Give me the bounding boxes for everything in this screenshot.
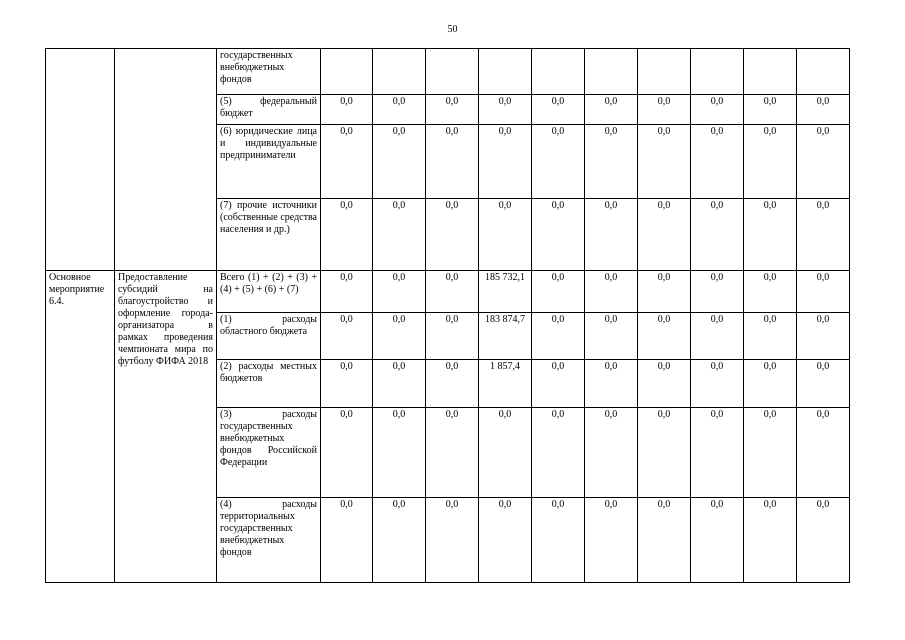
funding-source-cell: (7) прочие источники (собственные средства населения и др.) [217, 199, 321, 271]
value-cell: 0,0 [638, 199, 691, 271]
value-cell: 0,0 [585, 125, 638, 199]
value-cell: 0,0 [373, 408, 426, 498]
value-cell: 0,0 [638, 313, 691, 360]
value-cell: 0,0 [744, 360, 797, 408]
value-cell: 0,0 [321, 271, 373, 313]
table-row [46, 49, 850, 95]
value-cell: 0,0 [426, 313, 479, 360]
value-cell: 0,0 [321, 408, 373, 498]
page-number: 50 [447, 24, 458, 35]
value-cell: 0,0 [797, 408, 850, 498]
value-cell [321, 49, 373, 95]
value-cell: 1 857,4 [479, 360, 532, 408]
value-cell: 0,0 [426, 199, 479, 271]
value-cell: 0,0 [321, 498, 373, 583]
funding-source-cell: (4) расходы территориальных государственных внебюджетных фондов [217, 498, 321, 583]
value-cell: 0,0 [691, 271, 744, 313]
value-cell [373, 49, 426, 95]
value-cell [744, 49, 797, 95]
value-cell: 0,0 [479, 199, 532, 271]
value-cell: 0,0 [744, 95, 797, 125]
value-cell [797, 49, 850, 95]
value-cell: 0,0 [321, 95, 373, 125]
value-cell: 0,0 [797, 95, 850, 125]
description-cell-empty [115, 49, 217, 271]
value-cell: 0,0 [691, 313, 744, 360]
budget-table [45, 48, 850, 583]
value-cell: 0,0 [532, 271, 585, 313]
funding-source-cell: Всего (1) + (2) + (3) + (4) + (5) + (6) + (7) [217, 271, 321, 313]
value-cell: 0,0 [585, 360, 638, 408]
value-cell: 0,0 [321, 125, 373, 199]
value-cell: 0,0 [373, 313, 426, 360]
value-cell: 0,0 [426, 498, 479, 583]
value-cell: 0,0 [373, 271, 426, 313]
value-cell: 0,0 [426, 408, 479, 498]
value-cell: 0,0 [479, 498, 532, 583]
value-cell: 0,0 [744, 125, 797, 199]
value-cell: 183 874,7 [479, 313, 532, 360]
value-cell: 0,0 [426, 95, 479, 125]
value-cell: 0,0 [638, 271, 691, 313]
value-cell: 0,0 [585, 199, 638, 271]
value-cell: 0,0 [744, 313, 797, 360]
value-cell [532, 49, 585, 95]
value-cell: 0,0 [321, 313, 373, 360]
value-cell: 0,0 [638, 498, 691, 583]
value-cell: 0,0 [532, 408, 585, 498]
value-cell: 0,0 [638, 408, 691, 498]
value-cell: 0,0 [532, 199, 585, 271]
value-cell: 0,0 [638, 95, 691, 125]
value-cell: 0,0 [585, 271, 638, 313]
value-cell [479, 49, 532, 95]
value-cell: 0,0 [744, 498, 797, 583]
value-cell: 0,0 [585, 408, 638, 498]
value-cell: 0,0 [691, 360, 744, 408]
value-cell: 0,0 [691, 408, 744, 498]
value-cell: 0,0 [691, 125, 744, 199]
value-cell: 0,0 [479, 95, 532, 125]
value-cell [691, 49, 744, 95]
value-cell: 0,0 [744, 408, 797, 498]
value-cell: 0,0 [797, 498, 850, 583]
value-cell: 0,0 [638, 360, 691, 408]
value-cell [638, 49, 691, 95]
value-cell: 0,0 [373, 498, 426, 583]
value-cell: 0,0 [373, 199, 426, 271]
value-cell: 0,0 [585, 313, 638, 360]
value-cell: 0,0 [638, 125, 691, 199]
funding-source-cell: (2) расходы местных бюджетов [217, 360, 321, 408]
value-cell [585, 49, 638, 95]
value-cell: 0,0 [744, 199, 797, 271]
value-cell: 0,0 [691, 199, 744, 271]
value-cell: 0,0 [797, 125, 850, 199]
value-cell: 0,0 [321, 199, 373, 271]
event-category-cell: Основное мероприятие 6.4. [46, 271, 115, 583]
value-cell: 0,0 [797, 271, 850, 313]
value-cell: 0,0 [532, 360, 585, 408]
value-cell: 0,0 [479, 408, 532, 498]
category-cell-empty [46, 49, 115, 271]
value-cell: 0,0 [426, 360, 479, 408]
value-cell: 0,0 [426, 271, 479, 313]
value-cell: 0,0 [532, 125, 585, 199]
value-cell: 0,0 [532, 95, 585, 125]
value-cell: 0,0 [797, 199, 850, 271]
value-cell: 0,0 [691, 95, 744, 125]
funding-source-cell: (3) расходы государственных внебюджетных фондов Российской Федерации [217, 408, 321, 498]
value-cell: 185 732,1 [479, 271, 532, 313]
value-cell: 0,0 [797, 313, 850, 360]
value-cell: 0,0 [426, 125, 479, 199]
value-cell: 0,0 [585, 498, 638, 583]
funding-source-cell: (5) федеральный бюджет [217, 95, 321, 125]
value-cell: 0,0 [479, 125, 532, 199]
value-cell: 0,0 [691, 498, 744, 583]
value-cell: 0,0 [373, 95, 426, 125]
value-cell: 0,0 [321, 360, 373, 408]
value-cell [426, 49, 479, 95]
funding-source-cell: (6) юридические лица и индивидуальные предприниматели [217, 125, 321, 199]
funding-source-cell: (1) расходы областного бюджета [217, 313, 321, 360]
value-cell: 0,0 [744, 271, 797, 313]
table-row [46, 271, 850, 313]
value-cell: 0,0 [797, 360, 850, 408]
value-cell: 0,0 [373, 125, 426, 199]
funding-source-cell: государственных внебюджетных фондов [217, 49, 321, 95]
event-description-cell: Предоставление субсидий на благоустройство и оформление города-организатора в рамках проведения чемпионата мира по футболу ФИФА 2018 [115, 271, 217, 583]
value-cell: 0,0 [532, 498, 585, 583]
value-cell: 0,0 [585, 95, 638, 125]
value-cell: 0,0 [532, 313, 585, 360]
value-cell: 0,0 [373, 360, 426, 408]
